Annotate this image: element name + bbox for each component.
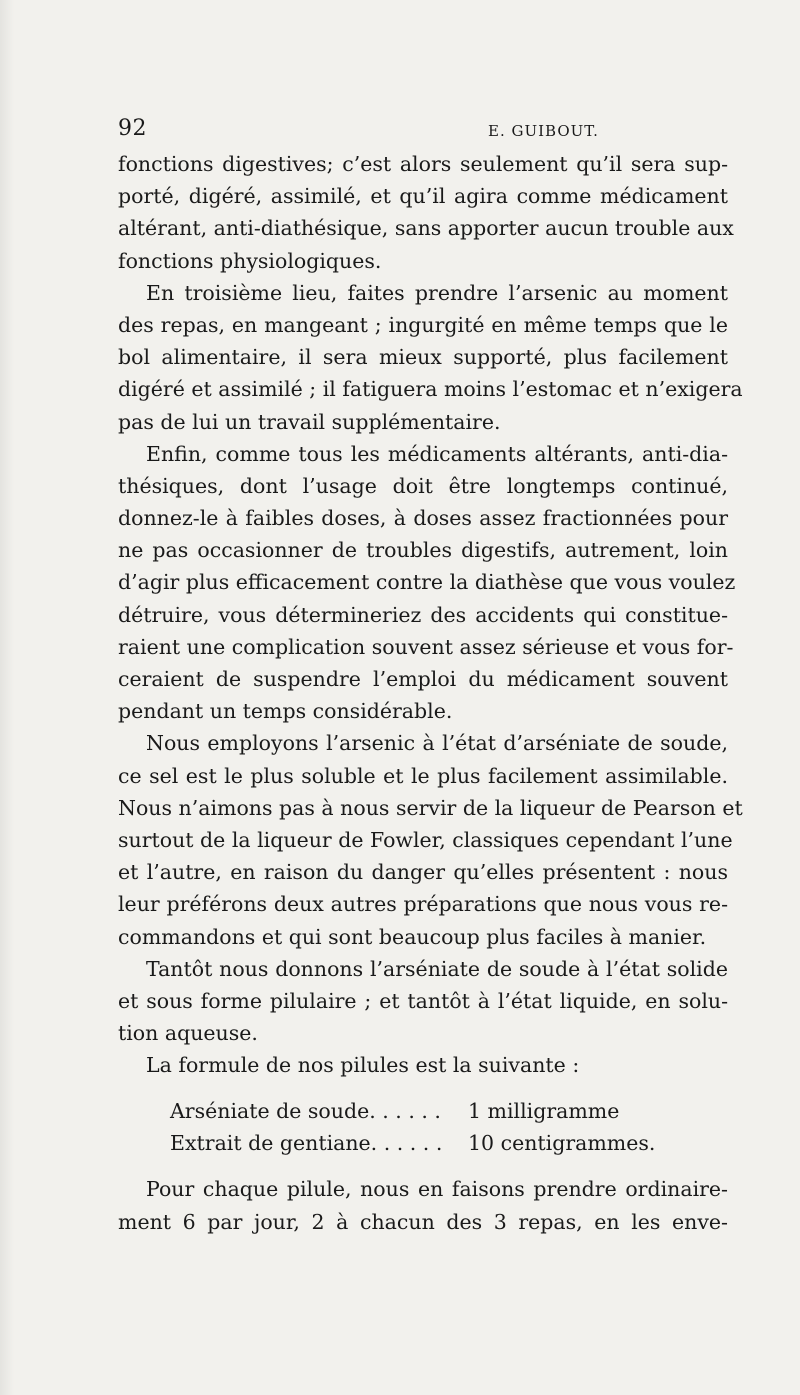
text-line: porté, digéré, assimilé, et qu’il agira comme médicament: [118, 184, 728, 209]
text-line: pas de lui un travail supplémentaire.: [118, 409, 501, 434]
text-line: thésiques, dont l’usage doit être longtemps continué,: [118, 473, 728, 498]
formula-ingredient: Extrait de gentiane. . . . . .: [170, 1131, 443, 1156]
text-line: digéré et assimilé ; il fatiguera moins l’estomac et n’exigera: [118, 377, 743, 402]
text-line: surtout de la liqueur de Fowler, classiques cependant l’une: [118, 827, 733, 852]
text-line: et sous forme pilulaire ; et tantôt à l’état liquide, en solu-: [118, 988, 728, 1013]
text-line: commandons et qui sont beaucoup plus faciles à manier.: [118, 924, 707, 949]
spacer: [118, 1081, 728, 1095]
text-line: pendant un temps considérable.: [118, 699, 453, 724]
text-line: d’agir plus efficacement contre la diathèse que vous voulez: [118, 570, 736, 595]
text-line: Pour chaque pilule, nous en faisons prendre ordinaire-: [146, 1177, 728, 1202]
page-number: 92: [118, 116, 147, 141]
text-line: Tantôt nous donnons l’arséniate de soude à l’état solide: [146, 956, 728, 981]
text-line: La formule de nos pilules est la suivante :: [146, 1053, 580, 1078]
formula-dose: 10 centigrammes.: [468, 1131, 656, 1156]
text-line: altérant, anti-diathésique, sans apporter aucun trouble aux: [118, 216, 734, 241]
text-line: ceraient de suspendre l’emploi du médicament souvent: [118, 667, 728, 691]
text-line: En troisième lieu, faites prendre l’arsenic au moment: [146, 280, 728, 305]
text-line: fonctions digestives; c’est alors seulement qu’il sera sup-: [118, 152, 728, 176]
text-line: Nous n’aimons pas à nous servir de la liqueur de Pearson et: [118, 795, 743, 820]
text-line: leur préférons deux autres préparations que nous vous re-: [118, 892, 728, 917]
text-line: et l’autre, en raison du danger qu’elles présentent : nous: [118, 860, 728, 885]
formula-row: [118, 1127, 728, 1159]
formula-dose: 1 milligramme: [468, 1099, 620, 1124]
page-header: [118, 116, 728, 144]
text-line: raient une complication souvent assez sérieuse et vous for-: [118, 634, 734, 659]
text-line: détruire, vous détermineriez des accidents qui constitue-: [118, 602, 728, 627]
text-line: ce sel est le plus soluble et le plus facilement assimilable.: [118, 763, 728, 788]
text-line: ne pas occasionner de troubles digestifs, autrement, loin: [118, 538, 728, 563]
body-text: [118, 148, 743, 1238]
text-line: Enfin, comme tous les médicaments altérants, anti-dia-: [146, 441, 728, 466]
text-line: fonctions physiologiques.: [118, 248, 382, 273]
gutter-shadow: [0, 0, 14, 1395]
text-line: bol alimentaire, il sera mieux supporté, plus facilement: [118, 345, 728, 370]
text-line: tion aqueuse.: [118, 1021, 258, 1046]
spacer: [118, 1159, 728, 1173]
text-line: Nous employons l’arsenic à l’état d’arséniate de soude,: [146, 731, 728, 756]
text-line: des repas, en mangeant ; ingurgité en même temps que le: [118, 312, 728, 337]
text-line: donnez-le à faibles doses, à doses assez fractionnées pour: [118, 506, 728, 531]
text-line: ment 6 par jour, 2 à chacun des 3 repas, en les enve-: [118, 1209, 728, 1234]
formula-ingredient: Arséniate de soude. . . . . .: [170, 1099, 441, 1124]
running-head: E. GUIBOUT.: [488, 122, 599, 140]
formula-row: [118, 1095, 728, 1127]
